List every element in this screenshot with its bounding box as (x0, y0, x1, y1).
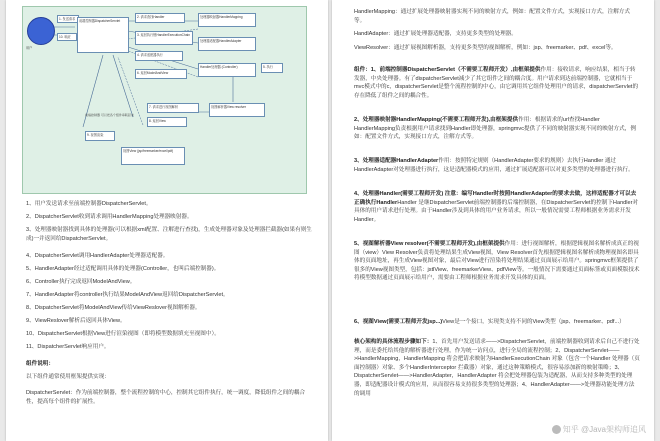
handler-adapter-note: HandlAdapter：通过扩展处理器适配器，支持更多类型的处理器。 (354, 31, 517, 37)
step-6-box: 6. 返回ModelAndView (135, 69, 187, 79)
component-4 (354, 190, 640, 224)
component-3 (354, 157, 640, 174)
springmvc-flow-diagram (22, 6, 307, 194)
list-item: 1、用户发送请求至前端控制器DispatcherServlet。 (26, 201, 152, 207)
list-item: 2、DispatcherServlet收到请求调用HandlerMapping处理器映射器。 (26, 214, 193, 220)
list-item: 11、DispatcherServlet响应用户。 (26, 344, 110, 350)
watermark (552, 424, 646, 435)
list-item: 3、处理器映射器找到具体的处理器(可以根据xml配置、注解进行查找)，生成处理器对象及处理器拦截器(如果有则生成)一并返回给DispatcherServlet。 (26, 227, 312, 242)
handler-mapping-note: HandlerMapping：通过扩展处理器映射器实现不同的映射方式，例如：配置文件方式，实现接口方式，注解方式等。 (354, 9, 630, 24)
step-10-box: 10. 响应 (57, 33, 77, 41)
list-item: 7、HandlerAdapter将controller执行结果ModelAndView返回给DispatcherServlet。 (26, 292, 229, 298)
component-6-body: View是一个接口，实现类支持不同的View类型（jsp、freemarker、pdf...） (442, 319, 625, 325)
user-label: 用户 (26, 46, 33, 50)
zhihu-logo-icon (552, 425, 561, 434)
handler-controller-box: Handler处理器 (Controller) (198, 63, 256, 77)
view-resolver-box: 视图解析器View resolver (209, 103, 265, 117)
handler-adapter-box: 处理器适配器HandlerAdapter (198, 37, 256, 51)
list-item: 10、DispatcherServlet根据View进行渲染视图（即将模型数据填充至视图中）。 (26, 331, 220, 337)
step-3-box: 3. 返回执行链HandlerExecutionChain (135, 31, 193, 45)
core-flow (354, 338, 640, 398)
right-page (332, 0, 654, 441)
view-box: 视图View (jsp/freemarker/excel/pdf) (121, 147, 185, 165)
component-2 (354, 116, 640, 142)
list-item: 5、HandlerAdapter经过适配调用具体的处理器(Controller，也叫后端控制器)。 (26, 266, 220, 272)
component-1 (354, 66, 640, 100)
list-item: 9、ViewReslover解析后返回具体View。 (26, 318, 126, 324)
core-flow-title: 核心架构的具体流程步骤如下： (354, 339, 433, 345)
list-item: 8、DispatcherServlet将ModelAndView传给ViewReslover视图解析器。 (26, 305, 201, 311)
component-3-title: 3、处理器适配器HandlerAdapter (354, 158, 439, 164)
component-5 (354, 240, 640, 283)
section-title: 组件说明： (26, 361, 54, 367)
watermark-text: 知乎 @Java架构师追风 (562, 425, 646, 434)
component-5-title: 5、视图解析器View resolver(不需要工程师开发),由框架提供 (354, 241, 505, 247)
component-2-body: 作用：根据请求的url查找Handler HandlerMapping负责根据用户请求找到Handler即处理器，springmvc提供了不同的映射器实现不同的映射方式，例如：配置文件方式，实现接口方式，注解方式等。 (354, 117, 636, 141)
list-item: 4、DispatcherServlet调用HandlerAdapter处理器适配器。 (26, 253, 169, 259)
step-5-box: 5. 执行 (261, 63, 283, 73)
user-avatar-icon (27, 17, 55, 45)
component-5-body: 作用：进行视图解析，根据逻辑视图名解析成真正的视图（view）View Resolver负责将处理结果生成View视图，View Resolver首先根据逻辑视图名解析成物理视图名即具体的页面地址，再生成View视图对象，最后对View进行渲染将处理结果通过页面展示给用户。springmvc框架提供了很多的View视图类型，包括：jstlView、freemarkerView、pdfView等。一般情况下需要通过页面标签或页面模版技术将模型数据通过页面展示给用户，需要由工程师根据业务需求开发具体的页面。 (354, 241, 640, 282)
component-4-body: Handler 是继DispatcherServlet前端控制器的后端控制器，在DispatcherServlet的控制下Handler对具体的用户请求进行处理。由于Handler涉及到具体的用户业务请求，所以一般情况需要工程师根据业务需求开发Handler。 (354, 199, 639, 223)
component-3-body: 作用：按照特定规则（HandlerAdapter要求的规则）去执行Handler 通过HandlerAdapter对处理器进行执行，这是适配器模式的应用，通过扩展适配器可以对更多类型的处理器进行执行。 (354, 158, 634, 173)
component-6 (354, 318, 640, 327)
step-4-box: 4. 请求适配器执行 (135, 51, 183, 61)
list-item: 6、Controller执行完成返回ModelAndView。 (26, 279, 136, 285)
component-1-body: 作用：接收请求，响应结果，相当于转发器，中央处理器。有了dispatcherServlet减少了其它组件之间的耦合度。用户请求到达前端控制器，它就相当于mvc模式中的c，dispatcherServlet是整个流程控制的中心，由它调用其它组件处理用户的请求，dispatcherServlet的存在降低了组件之间的耦合性。 (354, 67, 639, 99)
handler-mapping-box: 处理器映射器HandlerMapping (198, 13, 256, 27)
step-7-box: 7. 请求进行视图解析 (147, 103, 199, 113)
component-6-title: 6、视图View(需要工程师开发jsp...) (354, 319, 443, 325)
component-1-title: 组件：1、前端控制器DispatcherServlet（不需要工程师开发）,由框架提供 (354, 67, 541, 73)
dispatcher-description: DispatcherServlet：作为前端控制器，整个流程控制的中心，控制其它组件执行，统一调度，降低组件之间的耦合性，提高每个组件的扩展性。 (26, 390, 306, 405)
step-9-box: 9. 视图渲染 (85, 131, 115, 141)
diagram-legend: 前端控制器 可以把各个组件串联起来 (85, 113, 134, 117)
core-flow-body: 1、首先用户发送请求——>DispatcherServlet，前端控制器收到请求后自己不进行处理，而是委托给其他的解析器进行处理，作为统一访问点，进行全局的流程控制；2、DispatcherServlet——>HandlerMapping，HandlerMapping 将会把请求映射为HandlerExecutionChain 对象（包含一个Handler 处理器（页面控制器）对象、多个HandlerInterceptor 拦截器）对象，通过这种策略模式，很容易添加新的映射策略；3、DispatcherServlet——>HandlerAdapter，HandlerAdapter 将会把处理器包装为适配器，从而支持多种类型的处理器，即适配器设计模式的应用，从而很容易支持很多类型的处理器；4、HandlerAdapter——>处理器功能处理方法的调用 (354, 339, 640, 397)
section-intro: 以下组件通常使用框架提供实现： (26, 374, 110, 380)
view-resolver-note: ViewResolver：通过扩展视图解析器，支持更多类型的视图解析，例如：jsp、freemarker、pdf、excel等。 (354, 45, 617, 51)
left-page (6, 0, 328, 441)
step-8-box: 8. 返回View (147, 117, 187, 127)
dispatcher-servlet-box: 前端控制器DispatcherServlet (77, 17, 129, 53)
step-2-box: 2. 请求查找Handler (135, 13, 185, 23)
component-4-title: 4、处理器Handler(需要工程师开发) 注意：编写Handler时按照HandlerAdapter的要求去做，这样适配器才可以去正确执行Handler (354, 191, 637, 206)
component-2-title: 2、处理器映射器HandlerMapping(不需要工程师开发),由框架提供 (354, 117, 519, 123)
step-1-box: 1. 发送请求 (57, 15, 79, 23)
